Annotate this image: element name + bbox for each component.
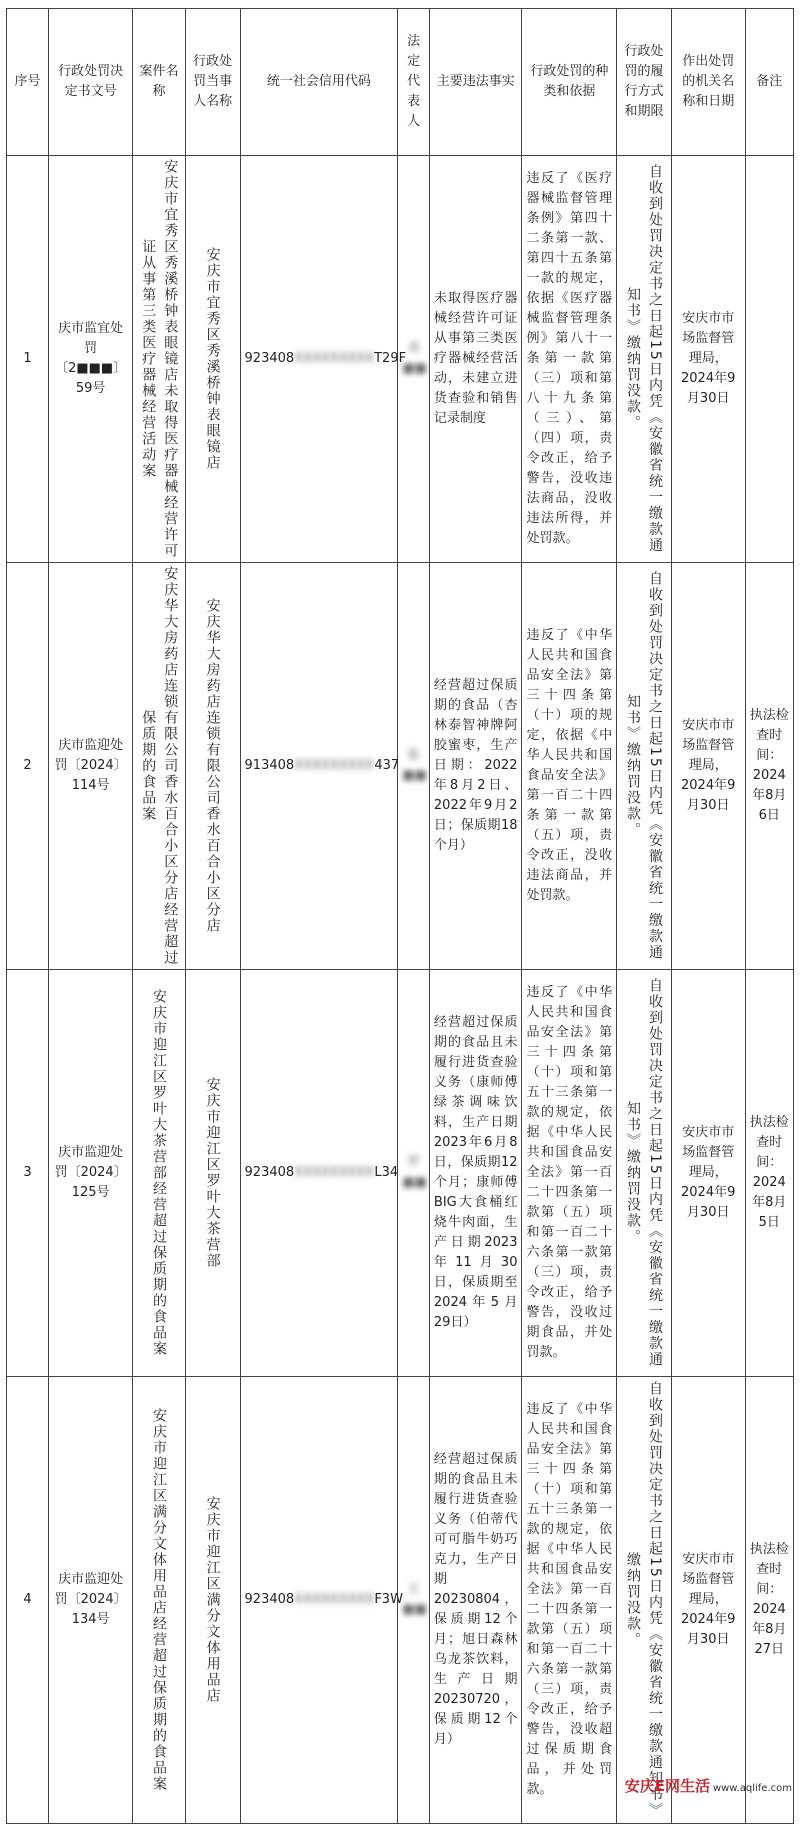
watermark-url: www.aqlife.com: [712, 1783, 792, 1794]
cell-credit-code: [240, 563, 398, 970]
header-basis: 行政处罚的种类和依据: [522, 9, 617, 156]
cell-method: [617, 970, 672, 1377]
credit-code-redacted: XXXXXXXXX: [294, 1165, 375, 1180]
table-row: [7, 563, 794, 970]
cell-case-name: [133, 156, 186, 563]
header-row: [7, 9, 794, 156]
table-row: [7, 970, 794, 1377]
legal-rep-text: 王■■: [402, 1582, 427, 1617]
credit-code-start: 923408: [244, 1592, 295, 1607]
cell-credit-code: [240, 156, 407, 563]
cell-no: 3: [7, 970, 49, 1377]
header-facts: 主要违法事实: [429, 9, 522, 156]
cell-doc-no: 庆市监迎处罚〔2024〕114号: [49, 563, 133, 970]
party-text: 安庆市宜秀区秀溪桥钟表眼镜店: [204, 247, 221, 471]
header-case-name: 案件名称: [133, 9, 186, 156]
cell-party: [185, 1377, 240, 1824]
header-method: 行政处罚的履行方式和期限: [617, 9, 672, 156]
credit-code-end: T29F: [374, 351, 407, 366]
cell-credit-code: [240, 970, 398, 1377]
credit-code-end: 437: [374, 758, 400, 773]
legal-rep-text: 邓■■: [402, 341, 427, 376]
cell-doc-no: 庆市监迎处罚〔2024〕134号: [49, 1377, 133, 1824]
case-name-text: 安庆市宜秀区秀溪桥钟表眼镜店未取得医疗器械经营许可证从事第三类医疗器械经营活动案: [140, 159, 179, 559]
cell-method: [617, 1377, 672, 1824]
cell-basis: 违反了《中华人民共和国食品安全法》第三十四条第（十）项和第五十三条第一款的规定，依据《中华人民共和国食品安全法》第一百二十四条第一款第（五）项和第一百二十六条第一款第（三）项，责令改正，给予警告，没收超过保质期食品，并处罚款。: [522, 1377, 617, 1824]
header-credit-code: 统一社会信用代码: [240, 9, 398, 156]
cell-agency: 安庆市市场监督管理局，2024年9月30日: [671, 1377, 745, 1824]
cell-legal-rep: [398, 563, 430, 970]
site-watermark-logo: [625, 1775, 792, 1796]
table-row: [7, 156, 794, 563]
cell-no: 2: [7, 563, 49, 970]
credit-code-start: 913408: [244, 758, 295, 773]
cell-facts: 未取得医疗器械经营许可证从事第三类医疗器械经营活动，未建立进货查验和销售记录制度: [429, 156, 522, 563]
cell-party: [185, 156, 240, 563]
case-name-text: 安庆市迎江区罗叶大茶营部经营超过保质期的食品案: [151, 989, 168, 1357]
method-text: 自收到处罚决定书之日起15日内凭《安徽省统一缴款通知书》缴纳罚没款。: [625, 1381, 664, 1819]
cell-method: [617, 563, 672, 970]
cell-remark: [745, 156, 793, 563]
cell-legal-rep: [398, 970, 430, 1377]
cell-agency: 安庆市市场监督管理局，2024年9月30日: [671, 970, 745, 1377]
cell-legal-rep: [398, 156, 430, 563]
method-text: 自收到处罚决定书之日起15日内凭《安徽省统一缴款通知书》缴纳罚没款。: [625, 571, 664, 961]
header-remark: 备注: [745, 9, 793, 156]
cell-method: [617, 156, 672, 563]
cell-legal-rep: [398, 1377, 430, 1824]
cell-agency: 安庆市市场监督管理局，2024年9月30日: [671, 156, 745, 563]
cell-doc-no: 庆市监迎处罚〔2024〕125号: [49, 970, 133, 1377]
party-text: 安庆市迎江区罗叶大茶营部: [204, 1077, 221, 1269]
cell-no: 4: [7, 1377, 49, 1824]
credit-code-redacted: XXXXXXXXX: [294, 351, 375, 366]
watermark-text: 安庆E网生活: [624, 1777, 710, 1795]
cell-doc-no: 庆市监宜处罚〔2■■■〕59号: [49, 156, 133, 563]
cell-facts: 经营超过保质期的食品且未履行进货查验义务（伯蒂代可可脂牛奶巧克力，生产日期20230804，保质期12个月；旭日森林乌龙茶饮料，生产日期20230720，保质期12个月）: [429, 1377, 522, 1824]
credit-code-redacted: XXXXXXXXX: [294, 758, 375, 773]
cell-credit-code: [240, 1377, 403, 1824]
method-text: 自收到处罚决定书之日起15日内凭《安徽省统一缴款通知书》缴纳罚没款。: [625, 978, 664, 1368]
cell-basis: 违反了《中华人民共和国食品安全法》第三十四条第（十）项的规定，依据《中华人民共和国食品安全法》第一百二十四条第一款第（五）项，责令改正，没收违法商品，并处罚款。: [522, 563, 617, 970]
cell-party: [185, 563, 240, 970]
cell-agency: 安庆市市场监督管理局，2024年9月30日: [671, 563, 745, 970]
party-text: 安庆华大房药店连锁有限公司香水百合小区分店: [204, 598, 221, 934]
table-row: [7, 1377, 794, 1824]
cell-no: 1: [7, 156, 49, 563]
case-name-text: 安庆华大房药店连锁有限公司香水百合小区分店经营超过保质期的食品案: [140, 566, 179, 966]
penalty-table: [6, 8, 794, 1824]
credit-code-end: L34: [374, 1165, 399, 1180]
party-text: 安庆市迎江区满分文体用品店: [204, 1496, 221, 1704]
credit-code-end: F3W: [374, 1592, 403, 1607]
legal-rep-text: 罗■■: [402, 1155, 427, 1190]
header-agency: 作出处罚的机关名称和日期: [671, 9, 745, 156]
cell-case-name: [133, 970, 186, 1377]
header-party: 行政处罚当事人名称: [185, 9, 240, 156]
header-no: 序号: [7, 9, 49, 156]
cell-party: [185, 970, 240, 1377]
cell-facts: 经营超过保质期的食品（杏林泰智神牌阿胶蜜枣，生产日期：2022年8月2日、2022年9月2日；保质期18个月）: [429, 563, 522, 970]
cell-remark: 执法检查时间：2024年8月5日: [745, 970, 793, 1377]
cell-basis: 违反了《中华人民共和国食品安全法》第三十四条第（十）项和第五十三条第一款的规定，依据《中华人民共和国食品安全法》第一百二十四条第一款第（五）项和第一百二十六条第一款第（三）项，责令改正，给予警告，没收过期食品，并处罚款。: [522, 970, 617, 1377]
credit-code-start: 923408: [244, 1165, 295, 1180]
cell-case-name: [133, 563, 186, 970]
cell-facts: 经营超过保质期的食品且未履行进货查验义务（康师傅绿茶调味饮料，生产日期2023年6月8日，保质期12个月；康师傅BIG大食桶红烧牛肉面，生产日期2023年11月30日，保质期至2024年5月29日）: [429, 970, 522, 1377]
credit-code-redacted: XXXXXXXXX: [294, 1592, 375, 1607]
legal-rep-text: 张■■: [402, 748, 427, 783]
cell-case-name: [133, 1377, 186, 1824]
method-text: 自收到处罚决定书之日起15日内凭《安徽省统一缴款通知书》缴纳罚没款。: [625, 164, 664, 554]
cell-remark: 执法检查时间：2024年8月27日: [745, 1377, 793, 1824]
cell-remark: 执法检查时间：2024年8月6日: [745, 563, 793, 970]
header-legal-rep: 法定代表人: [398, 9, 430, 156]
case-name-text: 安庆市迎江区满分文体用品店经营超过保质期的食品案: [151, 1408, 168, 1792]
credit-code-start: 923408: [244, 351, 295, 366]
cell-basis: 违反了《医疗器械监督管理条例》第四十二条第一款、第四十五条第一款的规定，依据《医疗器械监督管理条例》第八十一条第一款第（三）项和第八十九条第（三）、第（四）项，责令改正，给予警告，没收违法商品，没收违法所得，并处罚款。: [522, 156, 617, 563]
header-doc-no: 行政处罚决定书文号: [49, 9, 133, 156]
